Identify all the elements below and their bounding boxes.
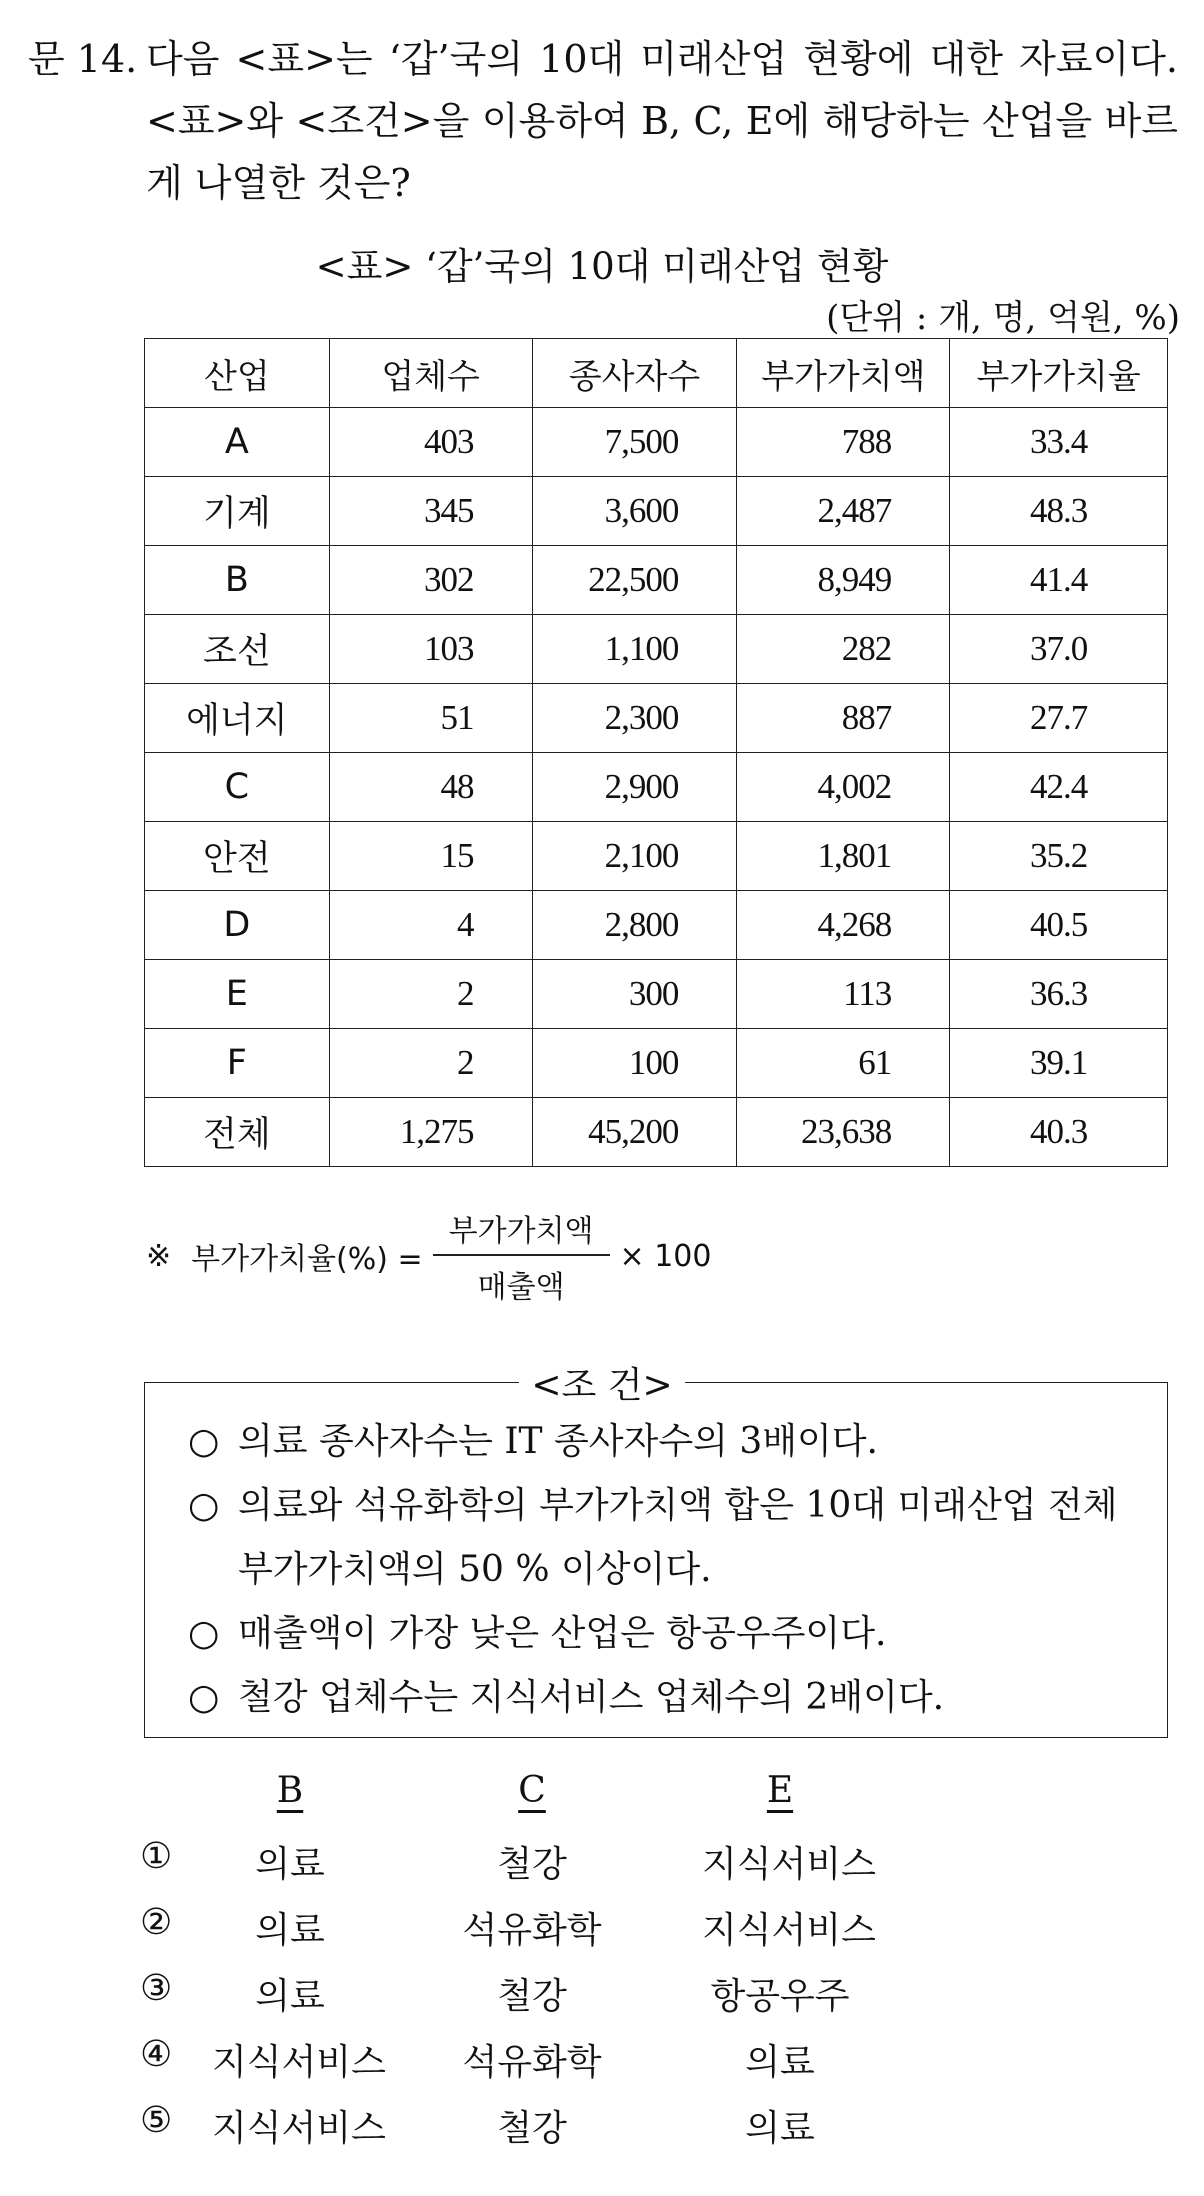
- cell-companies: 15: [329, 822, 532, 891]
- cell-companies: 403: [329, 408, 532, 477]
- table-header-row: [145, 339, 1168, 408]
- table-row: [145, 822, 1168, 891]
- cell-employees: 45,200: [532, 1098, 737, 1167]
- header-e: E: [766, 1770, 794, 1811]
- condition-text: 의료 종사자수는 IT 종사자수의 3배이다.: [238, 1421, 878, 1462]
- bullet-icon: ○: [188, 1421, 220, 1462]
- option-c: 석유화학: [462, 1910, 602, 1951]
- cell-employees: 2,800: [532, 891, 737, 960]
- cell-rate: 37.0: [950, 615, 1168, 684]
- cell-industry: F: [145, 1029, 330, 1098]
- bullet-icon: ○: [188, 1613, 220, 1654]
- cell-rate: 40.3: [950, 1098, 1168, 1167]
- condition-item: [188, 1602, 1148, 1666]
- cell-employees: 300: [532, 960, 737, 1029]
- cell-rate: 41.4: [950, 546, 1168, 615]
- cell-value-added: 4,002: [737, 753, 950, 822]
- cell-rate: 39.1: [950, 1029, 1168, 1098]
- cell-value-added: 1,801: [737, 822, 950, 891]
- option-number: ⑤: [140, 2100, 173, 2141]
- conditions-title: <조 건>: [0, 1357, 1204, 1408]
- option-b: 의료: [255, 1844, 325, 1885]
- condition-item: [188, 1410, 1148, 1474]
- cell-value-added: 2,487: [737, 477, 950, 546]
- option-e: 의료: [745, 2042, 815, 2083]
- cell-rate: 27.7: [950, 684, 1168, 753]
- cell-employees: 2,300: [532, 684, 737, 753]
- table-row: [145, 753, 1168, 822]
- formula-rhs: × 100: [619, 1238, 712, 1274]
- option-c: 석유화학: [462, 2042, 602, 2083]
- question-text: 다음 <표>는 ‘갑’국의 10대 미래산업 현황에 대한 자료이다. <표>와 <조건>을 이용하여 B, C, E에 해당하는 산업을 바르게 나열한 것은?: [146, 37, 1178, 205]
- cell-rate: 33.4: [950, 408, 1168, 477]
- header-value-added: 부가가치액: [737, 339, 950, 408]
- option-b: 의료: [255, 1976, 325, 2017]
- cell-employees: 7,500: [532, 408, 737, 477]
- cell-employees: 3,600: [532, 477, 737, 546]
- option-b: 지식서비스: [212, 2042, 386, 2083]
- cell-value-added: 61: [737, 1029, 950, 1098]
- cell-value-added: 113: [737, 960, 950, 1029]
- bullet-icon: ○: [188, 1677, 220, 1718]
- option-b: 의료: [255, 1910, 325, 1951]
- table-row: [145, 615, 1168, 684]
- cell-employees: 100: [532, 1029, 737, 1098]
- option-c: 철강: [497, 2108, 567, 2149]
- header-industry: 산업: [145, 339, 330, 408]
- cell-companies: 1,275: [329, 1098, 532, 1167]
- cell-employees: 2,900: [532, 753, 737, 822]
- cell-companies: 302: [329, 546, 532, 615]
- header-c: C: [518, 1770, 546, 1811]
- cell-companies: 51: [329, 684, 532, 753]
- cell-value-added: 4,268: [737, 891, 950, 960]
- formula-numerator: 부가가치액: [433, 1206, 610, 1256]
- cell-value-added: 788: [737, 408, 950, 477]
- cell-value-added: 887: [737, 684, 950, 753]
- conditions-list: [188, 1410, 1148, 1730]
- reference-mark: ※: [146, 1238, 172, 1274]
- cell-industry: A: [145, 408, 330, 477]
- header-b: B: [276, 1770, 304, 1811]
- condition-text: 의료와 석유화학의 부가가치액 합은 10대 미래산업 전체 부가가치액의 50 % 이상이다.: [238, 1485, 1118, 1590]
- header-employee-count: 종사자수: [532, 339, 737, 408]
- cell-employees: 1,100: [532, 615, 737, 684]
- table-unit: (단위 : 개, 명, 억원, %): [826, 298, 1180, 338]
- cell-industry: 에너지: [145, 684, 330, 753]
- option-c: 철강: [497, 1976, 567, 2017]
- option-e: 지식서비스: [702, 1910, 876, 1951]
- table-row: [145, 1029, 1168, 1098]
- option-e: 의료: [745, 2108, 815, 2149]
- cell-value-added: 8,949: [737, 546, 950, 615]
- condition-text: 매출액이 가장 낮은 산업은 항공우주이다.: [238, 1613, 887, 1654]
- option-number: ①: [140, 1836, 173, 1877]
- formula-fraction: [433, 1206, 610, 1306]
- table-row: [145, 477, 1168, 546]
- condition-item: [188, 1666, 1148, 1730]
- cell-companies: 345: [329, 477, 532, 546]
- cell-industry: 기계: [145, 477, 330, 546]
- cell-industry: D: [145, 891, 330, 960]
- header-company-count: 업체수: [329, 339, 532, 408]
- cell-rate: 48.3: [950, 477, 1168, 546]
- cell-industry: 안전: [145, 822, 330, 891]
- question-number: 문 14.: [28, 37, 138, 81]
- table-caption: <표> ‘갑’국의 10대 미래산업 현황: [315, 245, 889, 288]
- industry-table: [144, 338, 1168, 1167]
- table-row: [145, 684, 1168, 753]
- table-row: [145, 546, 1168, 615]
- question: [28, 28, 1178, 214]
- condition-text: 철강 업체수는 지식서비스 업체수의 2배이다.: [238, 1677, 945, 1718]
- table-total-row: [145, 1098, 1168, 1167]
- cell-companies: 2: [329, 960, 532, 1029]
- table-row: [145, 960, 1168, 1029]
- cell-companies: 4: [329, 891, 532, 960]
- cell-companies: 103: [329, 615, 532, 684]
- cell-industry: E: [145, 960, 330, 1029]
- option-number: ④: [140, 2034, 173, 2075]
- header-value-added-rate: 부가가치율: [950, 339, 1168, 408]
- cell-value-added: 282: [737, 615, 950, 684]
- option-number: ②: [140, 1902, 173, 1943]
- cell-companies: 2: [329, 1029, 532, 1098]
- cell-industry: C: [145, 753, 330, 822]
- cell-companies: 48: [329, 753, 532, 822]
- option-e: 지식서비스: [702, 1844, 876, 1885]
- formula-denominator: 매출액: [477, 1270, 565, 1305]
- condition-item: [188, 1474, 1148, 1602]
- option-number: ③: [140, 1968, 173, 2009]
- formula-note: [146, 1206, 711, 1306]
- cell-employees: 2,100: [532, 822, 737, 891]
- table-body: [145, 408, 1168, 1167]
- option-b: 지식서비스: [212, 2108, 386, 2149]
- cell-industry: 전체: [145, 1098, 330, 1167]
- cell-employees: 22,500: [532, 546, 737, 615]
- option-c: 철강: [497, 1844, 567, 1885]
- option-e: 항공우주: [710, 1976, 850, 2017]
- cell-rate: 40.5: [950, 891, 1168, 960]
- formula-lhs: 부가가치율(%) =: [191, 1242, 423, 1277]
- table-row: [145, 891, 1168, 960]
- cell-value-added: 23,638: [737, 1098, 950, 1167]
- bullet-icon: ○: [188, 1485, 220, 1526]
- cell-industry: 조선: [145, 615, 330, 684]
- cell-rate: 42.4: [950, 753, 1168, 822]
- cell-industry: B: [145, 546, 330, 615]
- cell-rate: 35.2: [950, 822, 1168, 891]
- table-row: [145, 408, 1168, 477]
- cell-rate: 36.3: [950, 960, 1168, 1029]
